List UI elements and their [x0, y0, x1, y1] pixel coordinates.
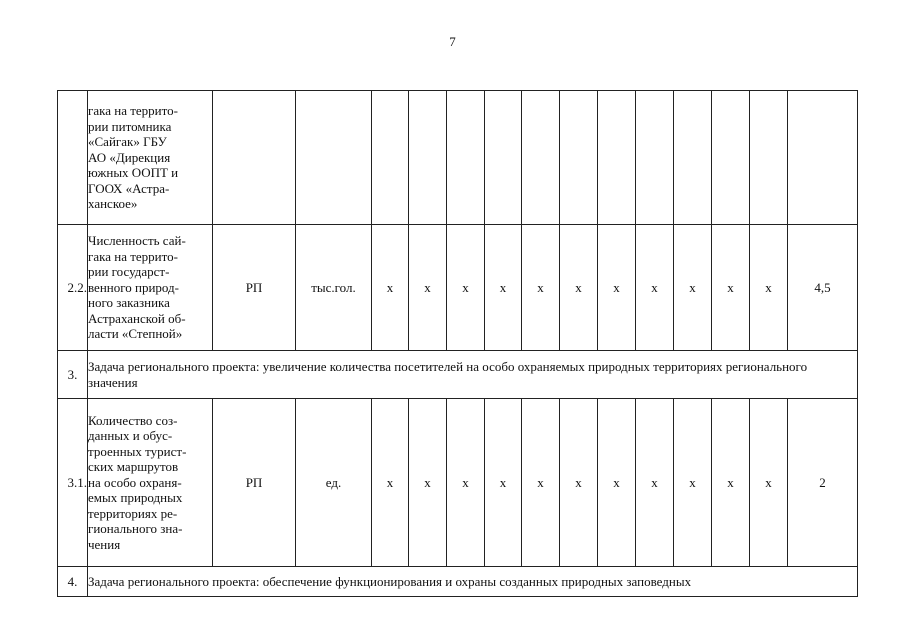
indicator-name-line: венного природ-	[88, 279, 179, 295]
document-table	[57, 90, 858, 597]
table-row	[58, 351, 858, 399]
task-heading: Задача регионального проекта: увеличение количества посетителей на особо охраняемых природных территориях регионального значения	[88, 351, 858, 399]
year-value-cell	[560, 91, 598, 225]
unit-cell: тыс.гол.	[296, 225, 372, 351]
year-value-cell	[409, 91, 447, 225]
year-value-cell	[636, 91, 674, 225]
year-value-cell: х	[560, 399, 598, 567]
indicator-name-line: на особо охраня-	[88, 474, 182, 490]
row-number: 2.2.	[58, 225, 88, 351]
unit-cell	[296, 91, 372, 225]
year-value-cell: х	[750, 225, 788, 351]
indicator-name-line: Астраханской об-	[88, 310, 186, 326]
indicator-name-line: АО «Дирекция	[88, 149, 171, 165]
indicator-name-line: емых природных	[88, 490, 183, 506]
table-row	[58, 567, 858, 597]
year-value-cell	[750, 91, 788, 225]
final-value-cell: 4,5	[788, 225, 858, 351]
year-value-cell: х	[674, 225, 712, 351]
year-value-cell: х	[712, 399, 750, 567]
year-value-cell: х	[372, 399, 409, 567]
year-value-cell: х	[447, 225, 485, 351]
indicator-name-line: гака на террито-	[88, 248, 178, 264]
source-cell	[213, 91, 296, 225]
row-number: 4.	[58, 567, 88, 597]
indicator-name	[88, 91, 213, 225]
indicator-name-line: троенных турист-	[88, 443, 187, 459]
indicator-name-line: ГООХ «Астра-	[88, 180, 170, 196]
row-number: 3.1.	[58, 399, 88, 567]
indicator-name-line: ласти «Степной»	[88, 326, 183, 342]
indicator-name-line: Численность сай-	[88, 233, 186, 249]
indicator-name-line: ного заказника	[88, 295, 170, 311]
unit-cell: ед.	[296, 399, 372, 567]
task-heading: Задача регионального проекта: обеспечение функционирования и охраны созданных природных заповедных	[88, 567, 858, 597]
year-value-cell: х	[560, 225, 598, 351]
year-value-cell: х	[674, 399, 712, 567]
source-cell: РП	[213, 225, 296, 351]
year-value-cell	[372, 91, 409, 225]
year-value-cell	[485, 91, 522, 225]
indicator-name	[88, 399, 213, 567]
source-cell: РП	[213, 399, 296, 567]
year-value-cell: х	[522, 399, 560, 567]
row-number: 3.	[58, 351, 88, 399]
indicator-name-line: гионального зна-	[88, 521, 183, 537]
row-number	[58, 91, 88, 225]
indicator-name-line: ханское»	[88, 196, 138, 212]
indicator-name-line: гака на террито-	[88, 103, 178, 119]
final-value-cell	[788, 91, 858, 225]
indicator-name-line: южных ООПТ и	[88, 165, 179, 181]
year-value-cell: х	[636, 399, 674, 567]
year-value-cell: х	[447, 399, 485, 567]
indicator-name-line: ских маршрутов	[88, 459, 179, 475]
indicator-name-line: данных и обус-	[88, 428, 173, 444]
year-value-cell	[598, 91, 636, 225]
indicator-name-line: Количество соз-	[88, 412, 178, 428]
year-value-cell: х	[598, 225, 636, 351]
year-value-cell: х	[372, 225, 409, 351]
year-value-cell: х	[636, 225, 674, 351]
table-row	[58, 399, 858, 567]
indicator-name-line: чения	[88, 536, 121, 552]
year-value-cell: х	[485, 225, 522, 351]
final-value-cell: 2	[788, 399, 858, 567]
year-value-cell: х	[485, 399, 522, 567]
indicator-name-line: рии государст-	[88, 264, 170, 280]
indicator-name-line: территориях ре-	[88, 505, 178, 521]
year-value-cell: х	[712, 225, 750, 351]
year-value-cell: х	[409, 225, 447, 351]
year-value-cell	[522, 91, 560, 225]
indicator-name-line: рии питомника	[88, 118, 172, 134]
indicator-name-line: «Сайгак» ГБУ	[88, 134, 167, 150]
year-value-cell: х	[750, 399, 788, 567]
year-value-cell	[712, 91, 750, 225]
year-value-cell: х	[409, 399, 447, 567]
year-value-cell	[674, 91, 712, 225]
table-row	[58, 91, 858, 225]
indicator-name	[88, 225, 213, 351]
year-value-cell	[447, 91, 485, 225]
table-row	[58, 225, 858, 351]
year-value-cell: х	[598, 399, 636, 567]
page-number: 7	[449, 34, 456, 49]
year-value-cell: х	[522, 225, 560, 351]
